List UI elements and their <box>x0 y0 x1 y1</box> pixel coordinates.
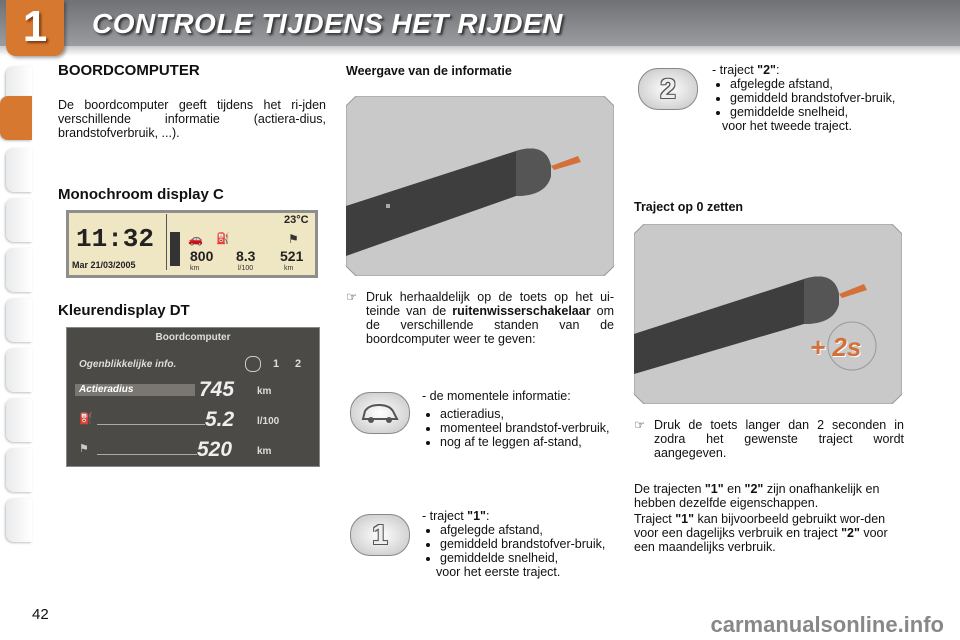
mono-time: 11:32 <box>76 224 155 254</box>
side-tab[interactable] <box>6 398 32 442</box>
paragraph-text: voor een maandelijks verbruik. <box>634 526 888 554</box>
car-icon: 🚗 <box>188 232 203 246</box>
side-chapter-tabs <box>0 66 36 576</box>
color-display-unit: km <box>257 446 272 457</box>
list-item: • gemiddeld brandstofver-bruik, <box>730 91 906 105</box>
paragraph-text: en <box>723 482 745 496</box>
flag-icon: ⚑ <box>288 232 299 246</box>
list-item: • nog af te leggen af-stand, <box>440 435 616 449</box>
mono-value: 8.3 <box>236 248 256 264</box>
current-info-intro: - de momentele informatie: <box>422 389 571 403</box>
instruction-bold-term: ruitenwisserschakelaar <box>452 304 591 318</box>
list-item: • actieradius, <box>440 407 616 421</box>
trip-number: 2 <box>295 358 302 370</box>
mono-unit: km <box>284 265 294 272</box>
chapter-number: 1 <box>22 2 48 51</box>
watermark: carmanualsonline.info <box>710 612 944 637</box>
info-display-heading: Weergave van de informatie <box>346 64 512 78</box>
trip-colon: : <box>485 509 490 523</box>
plus-2s-badge: + 2s <box>810 332 862 362</box>
side-tab[interactable] <box>6 448 32 492</box>
mono-temperature: 23°C <box>284 214 309 226</box>
color-display-unit: l/100 <box>257 416 280 427</box>
color-display-heading: Kleurendisplay DT <box>58 302 190 319</box>
trip-label: "2" <box>841 526 860 540</box>
wiper-stalk-reset-photo <box>634 224 902 404</box>
paragraph-text: kan bijvoorbeeld gebruikt wor-den voor een dagelijks verbruik en traject <box>634 512 886 540</box>
mono-value: 521 <box>280 248 304 264</box>
wiper-stalk-photo <box>346 96 614 276</box>
fuel-icon: ⛽ <box>216 233 230 245</box>
side-tab[interactable] <box>6 498 32 542</box>
trip-prefix: - traject <box>712 63 758 77</box>
trip-footer: voor het eerste traject. <box>436 565 561 579</box>
instruction-text: om de verschillende standen van de boordcomputer weer te geven: <box>366 304 614 346</box>
reset-instruction-block <box>634 418 904 460</box>
trip-usage-paragraph <box>634 512 906 554</box>
trip-selector-icon <box>170 232 180 266</box>
mono-date: Mar 21/03/2005 <box>72 260 136 270</box>
page-title: CONTROLE TIJDENS HET RIJDEN <box>92 8 563 39</box>
trip-colon: : <box>775 63 780 77</box>
fuel-icon: ⛽ <box>79 413 93 425</box>
reset-heading: Traject op 0 zetten <box>634 200 744 214</box>
list-item: • gemiddeld brandstofver-bruik, <box>440 537 616 551</box>
trip-1-block <box>422 509 616 579</box>
paragraph-text: zijn onafhankelijk en hebben dezelfde eigenschappen. <box>634 482 880 510</box>
trip-2-icon: 2 <box>638 68 698 110</box>
intro-paragraph: De boordcomputer geeft tijdens het ri-jden verschillende informatie (actiera-dius, brandstofverbruik, ...). <box>58 98 326 140</box>
trip-label: "2" <box>744 482 764 496</box>
list-item: • afgelegde afstand, <box>440 523 616 537</box>
color-display-value: 745 <box>199 378 235 401</box>
header-band-shadow <box>0 46 960 56</box>
pointing-hand-icon: ☞ <box>346 290 358 304</box>
list-item: • gemiddelde snelheid, <box>730 105 906 119</box>
page-number: 42 <box>32 606 49 623</box>
list-item: • gemiddelde snelheid, <box>440 551 616 565</box>
side-tab[interactable] <box>6 348 32 392</box>
color-display-row-label: Actieradius <box>79 384 134 395</box>
mono-display-heading: Monochroom display C <box>58 186 224 203</box>
color-display-value: 520 <box>197 438 233 461</box>
mono-display <box>66 210 318 278</box>
chapter-tab <box>6 0 64 56</box>
list-item: • momenteel brandstof-verbruik, <box>440 421 616 435</box>
car-icon <box>350 392 410 434</box>
section-heading: BOORDCOMPUTER <box>58 62 200 79</box>
flag-icon: ⚑ <box>79 443 89 455</box>
trip-number: 1 <box>273 358 280 370</box>
mono-value: 800 <box>190 248 214 264</box>
trip-label: "1" <box>704 482 724 496</box>
side-tab[interactable] <box>6 148 32 192</box>
trip-label: "2" <box>757 63 776 77</box>
list-item: • afgelegde afstand, <box>730 77 906 91</box>
mono-unit: l/100 <box>238 265 254 272</box>
paragraph-text: Traject <box>634 512 676 526</box>
color-display-unit: km <box>257 386 272 397</box>
color-display-row-label: Ogenblikkelijke info. <box>79 359 177 370</box>
side-tab[interactable] <box>6 198 32 242</box>
trip-prefix: - traject <box>422 509 468 523</box>
trip-label: "1" <box>467 509 486 523</box>
side-tab[interactable] <box>6 298 32 342</box>
color-display <box>66 327 320 467</box>
side-tab-active[interactable] <box>0 96 32 140</box>
trip-2-block <box>712 63 906 133</box>
car-icon <box>245 356 261 372</box>
trip-independence-paragraph <box>634 482 906 510</box>
reset-instruction: Druk de toets langer dan 2 seconden in zodra het gewenste traject wordt aangegeven. <box>654 418 904 460</box>
trip-footer: voor het tweede traject. <box>722 119 852 133</box>
color-display-value: 5.2 <box>205 408 235 431</box>
trip-label: "1" <box>675 512 695 526</box>
current-info-block <box>422 389 616 449</box>
trip-1-icon: 1 <box>350 514 410 556</box>
paragraph-text: De trajecten <box>634 482 705 496</box>
instruction-text: Druk herhaaldelijk op de toets op het ui-teinde van de <box>366 290 614 318</box>
page-header <box>0 0 960 56</box>
color-display-title: Boordcomputer <box>155 332 231 343</box>
mono-unit: km <box>190 265 200 272</box>
instruction-block <box>346 290 614 346</box>
side-tab[interactable] <box>6 248 32 292</box>
pointing-hand-icon: ☞ <box>634 418 646 432</box>
